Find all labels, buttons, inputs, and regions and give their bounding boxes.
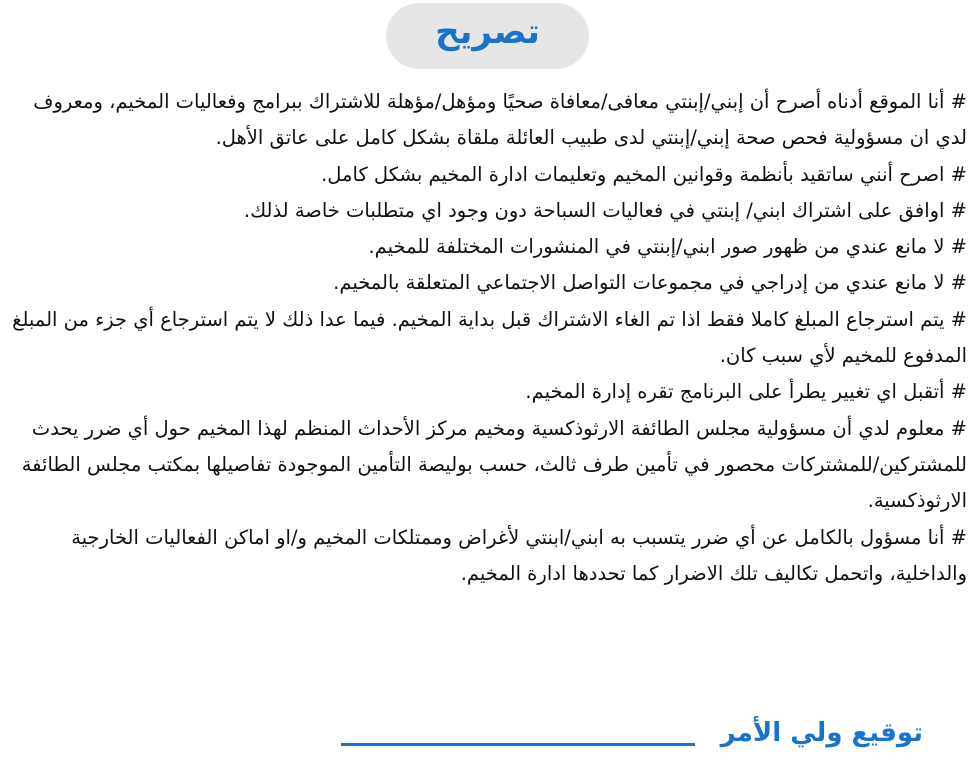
signature-label: توقيع ولي الأمر (720, 718, 923, 748)
clause-photos: # لا مانع عندي من ظهور صور ابني/إبنتي في المنشورات المختلفة للمخيم. (368, 235, 967, 259)
clause-insurance: # معلوم لدي أن مسؤولية مجلس الطائفة الارثوذكسية ومخيم مركز الأحداث المنظم لهذا المخيم حول أي ضرر يحدث للمشتركين/للمشتركات محصور في تأمين طرف ثالث، حسب بوليصة التأمين الموجودة تفاصيلها بمكتب مجلس الطائفة الارثوذكسية. (21, 416, 967, 513)
clause-swimming: # اوافق على اشتراك ابني/ إبنتي في فعاليات السباحة دون وجود اي متطلبات خاصة لذلك. (243, 198, 967, 222)
clause-refund: # يتم استرجاع المبلغ كاملا فقط اذا تم الغاء الاشتراك قبل بداية المخيم. فيما عدا ذلك لا يتم استرجاع أي جزء من المبلغ المدفوع للمخيم لأي سبب كان. (12, 307, 967, 368)
clause-health: # أنا الموقع أدناه أصرح أن إبني/إبنتي معافى/معافاة صحيًا ومؤهل/مؤهلة للاشتراك ببرامج وفعاليات المخيم، ومعروف لدي ان مسؤولية فحص صحة إبني/إبنتي لدى طبيب العائلة ملقاة بشكل كامل على عاتق الأهل. (33, 90, 967, 150)
clause-social-groups: # لا مانع عندي من إدراجي في مجموعات التواصل الاجتماعي المتعلقة بالمخيم. (333, 271, 967, 295)
signature-block (341, 720, 923, 746)
title-badge (386, 3, 589, 69)
page-title: تصريح (435, 12, 540, 52)
clause-rules: # اصرح أنني ساتقيد بأنظمة وقوانين المخيم وتعليمات ادارة المخيم بشكل كامل. (321, 162, 967, 186)
clause-program-changes: # أتقبل اي تغيير يطرأ على البرنامج تقره إدارة المخيم. (525, 380, 967, 404)
declaration-body (12, 84, 967, 592)
signature-line (341, 743, 695, 746)
clause-damages: # أنا مسؤول بالكامل عن أي ضرر يتسبب به ابني/ابنتي لأغراض وممتلكات المخيم و/او اماكن الفعاليات الخارجية والداخلية، واتحمل تكاليف تلك الاضرار كما تحددها ادارة المخيم. (71, 525, 967, 585)
